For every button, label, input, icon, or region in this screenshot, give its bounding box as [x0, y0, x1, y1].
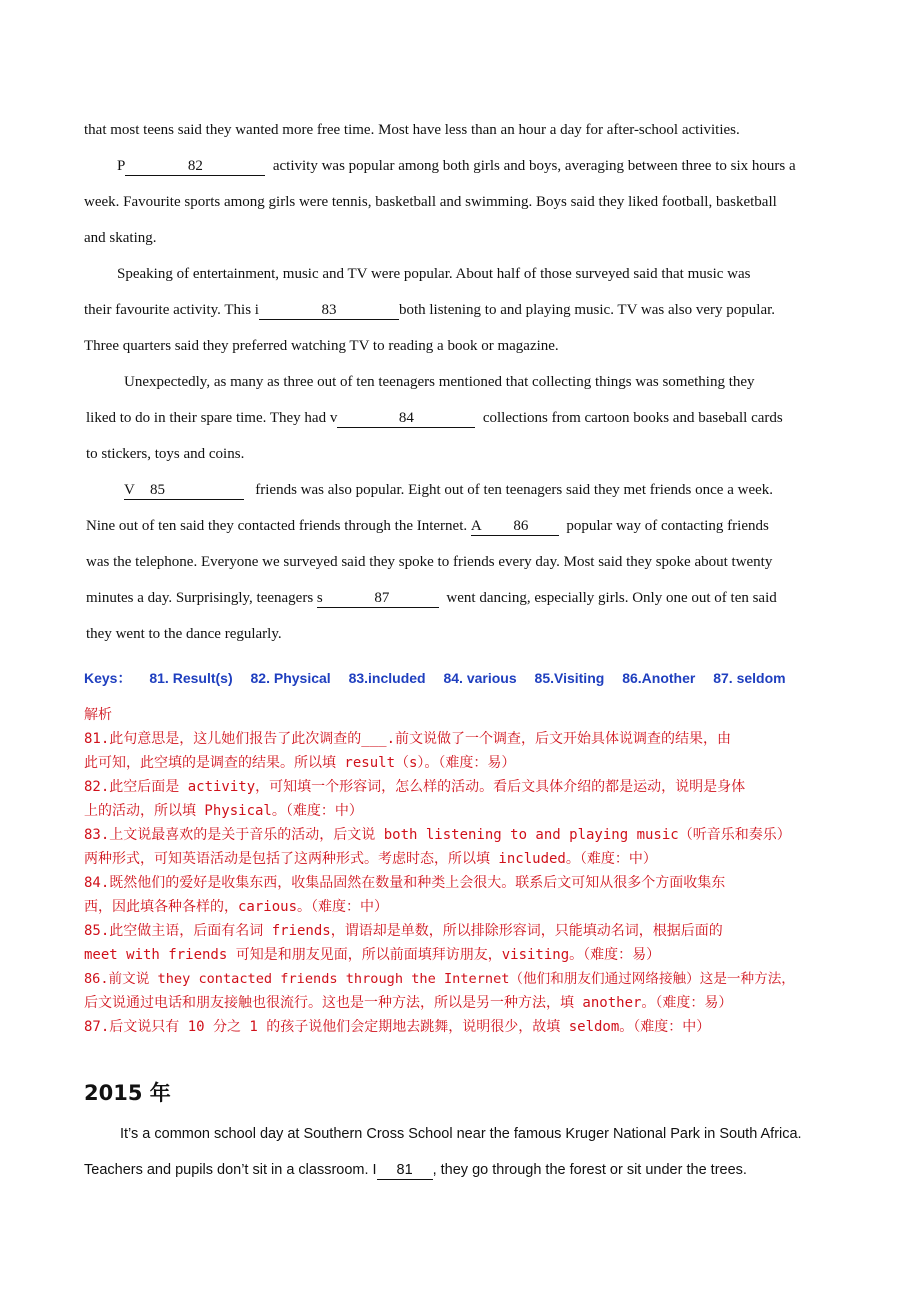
analysis-line: 此可知，此空填的是调查的结果。所以填 result（s）。（难度：易） [84, 755, 516, 771]
analysis-line: 87.后文说只有 10 分之 1 的孩子说他们会定期地去跳舞，说明很少，故填 seldom。（难度：中） [84, 1019, 711, 1035]
key-item: 87. seldom [713, 670, 786, 686]
analysis-line: 两种形式，可知英语活动是包括了这两种形式。考虑时态，所以填 included。（难度：中） [84, 851, 657, 867]
passage-line: to stickers, toys and coins. [86, 446, 245, 462]
passage-text: both listening to and playing music. TV was also very popular. [398, 302, 776, 318]
passage-text: Teachers and pupils don’t sit in a classroom. I [84, 1162, 377, 1178]
passage-line-81 [84, 1160, 747, 1180]
analysis-line: 后文说通过电话和朋友接触也很流行。这也是一种方法，所以是另一种方法，填 another。（难度：易） [84, 995, 733, 1011]
passage-text: friends was also popular. Eight out of ten teenagers said they met friends once a week. [255, 482, 774, 498]
blank-86: 86 [483, 518, 559, 536]
passage-text: , they go through the forest or sit under the trees. [432, 1162, 747, 1178]
key-item: 85.Visiting [534, 670, 605, 686]
blank-prefix: P [117, 158, 126, 174]
passage-line-86 [86, 516, 769, 536]
passage-text: popular way of contacting friends [566, 518, 769, 534]
section-heading: 2015 年 [84, 1081, 171, 1105]
passage-text: liked to do in their spare time. They had v [86, 410, 338, 426]
passage-line: and skating. [84, 230, 157, 246]
analysis-line: 82.此空后面是 activity，可知填一个形容词，怎么样的活动。看后文具体介绍的都是运动，说明是身体 [84, 779, 746, 795]
keys-label: Keys： [84, 670, 132, 686]
passage-text: Nine out of ten said they contacted friends through the Internet. [86, 518, 468, 534]
passage-line-83 [84, 300, 775, 320]
key-item: 82. Physical [250, 670, 331, 686]
analysis-line: 86.前文说 they contacted friends through the Internet（他们和朋友们通过网络接触）这是一种方法， [84, 971, 795, 987]
passage-line-82 [117, 156, 796, 176]
blank-87-letter: s [317, 590, 325, 608]
answer-keys [84, 668, 800, 688]
passage-line-85 [124, 480, 773, 500]
key-item: 86.Another [622, 670, 696, 686]
passage-text: collections from cartoon books and baseball cards [482, 410, 783, 426]
passage-line: Three quarters said they preferred watching TV to reading a book or magazine. [84, 338, 559, 354]
passage-line: Unexpectedly, as many as three out of ten teenagers mentioned that collecting things was something they [124, 374, 755, 390]
blank-84: 84 [337, 410, 475, 428]
key-item: 81. Result(s) [149, 670, 233, 686]
passage-line-84 [86, 408, 783, 428]
passage-line: week. Favourite sports among girls were tennis, basketball and swimming. Boys said they liked football, basketball [84, 194, 777, 210]
analysis-line: 84.既然他们的爱好是收集东西，收集品固然在数量和种类上会很大。联系后文可知从很多个方面收集东 [84, 875, 726, 891]
passage-line: Speaking of entertainment, music and TV were popular. About half of those surveyed said that music was [117, 266, 751, 282]
key-item: 83.included [348, 670, 426, 686]
passage-text: their favourite activity. This i [84, 302, 259, 318]
passage-line: It’s a common school day at Southern Cross School near the famous Kruger National Park in South Africa. [120, 1126, 802, 1142]
blank-85-letter: V [124, 482, 135, 498]
passage-line: they went to the dance regularly. [86, 626, 282, 642]
analysis-line: 85.此空做主语，后面有名词 friends，谓语却是单数，所以排除形容词，只能填动名词，根据后面的 [84, 923, 723, 939]
blank-83: 83 [259, 302, 399, 320]
analysis-line: 上的活动，所以填 Physical。（难度：中） [84, 803, 363, 819]
passage-line: was the telephone. Everyone we surveyed said they spoke to friends every day. Most said they spoke about twenty [86, 554, 773, 570]
analysis-line: 西，因此填各种各样的，carious。（难度：中） [84, 899, 388, 915]
blank-86-letter: A [470, 518, 482, 534]
key-item: 84. various [443, 670, 517, 686]
passage-line: that most teens said they wanted more free time. Most have less than an hour a day for after-school activities. [84, 122, 740, 138]
passage-text: went dancing, especially girls. Only one out of ten said [446, 590, 777, 606]
analysis-line: 81.此句意思是，这儿她们报告了此次调查的___.前文说做了一个调查，后文开始具体说调查的结果，由 [84, 731, 731, 747]
passage-text: activity was popular among both girls and boys, averaging between three to six hours a [272, 158, 796, 174]
passage-text: minutes a day. Surprisingly, teenagers [86, 590, 314, 606]
blank-87: 87 [325, 590, 439, 608]
passage-line-87 [86, 588, 777, 608]
blank-85: 85 [136, 482, 244, 500]
blank-82: 82 [125, 158, 265, 176]
analysis-title: 解析 [84, 707, 112, 723]
analysis-line: meet with friends 可知是和朋友见面，所以前面填拜访朋友，visiting。（难度：易） [84, 947, 661, 963]
analysis-line: 83.上文说最喜欢的是关于音乐的活动，后文说 both listening to and playing music（听音乐和奏乐） [84, 827, 791, 843]
blank-81: 81 [377, 1162, 433, 1180]
